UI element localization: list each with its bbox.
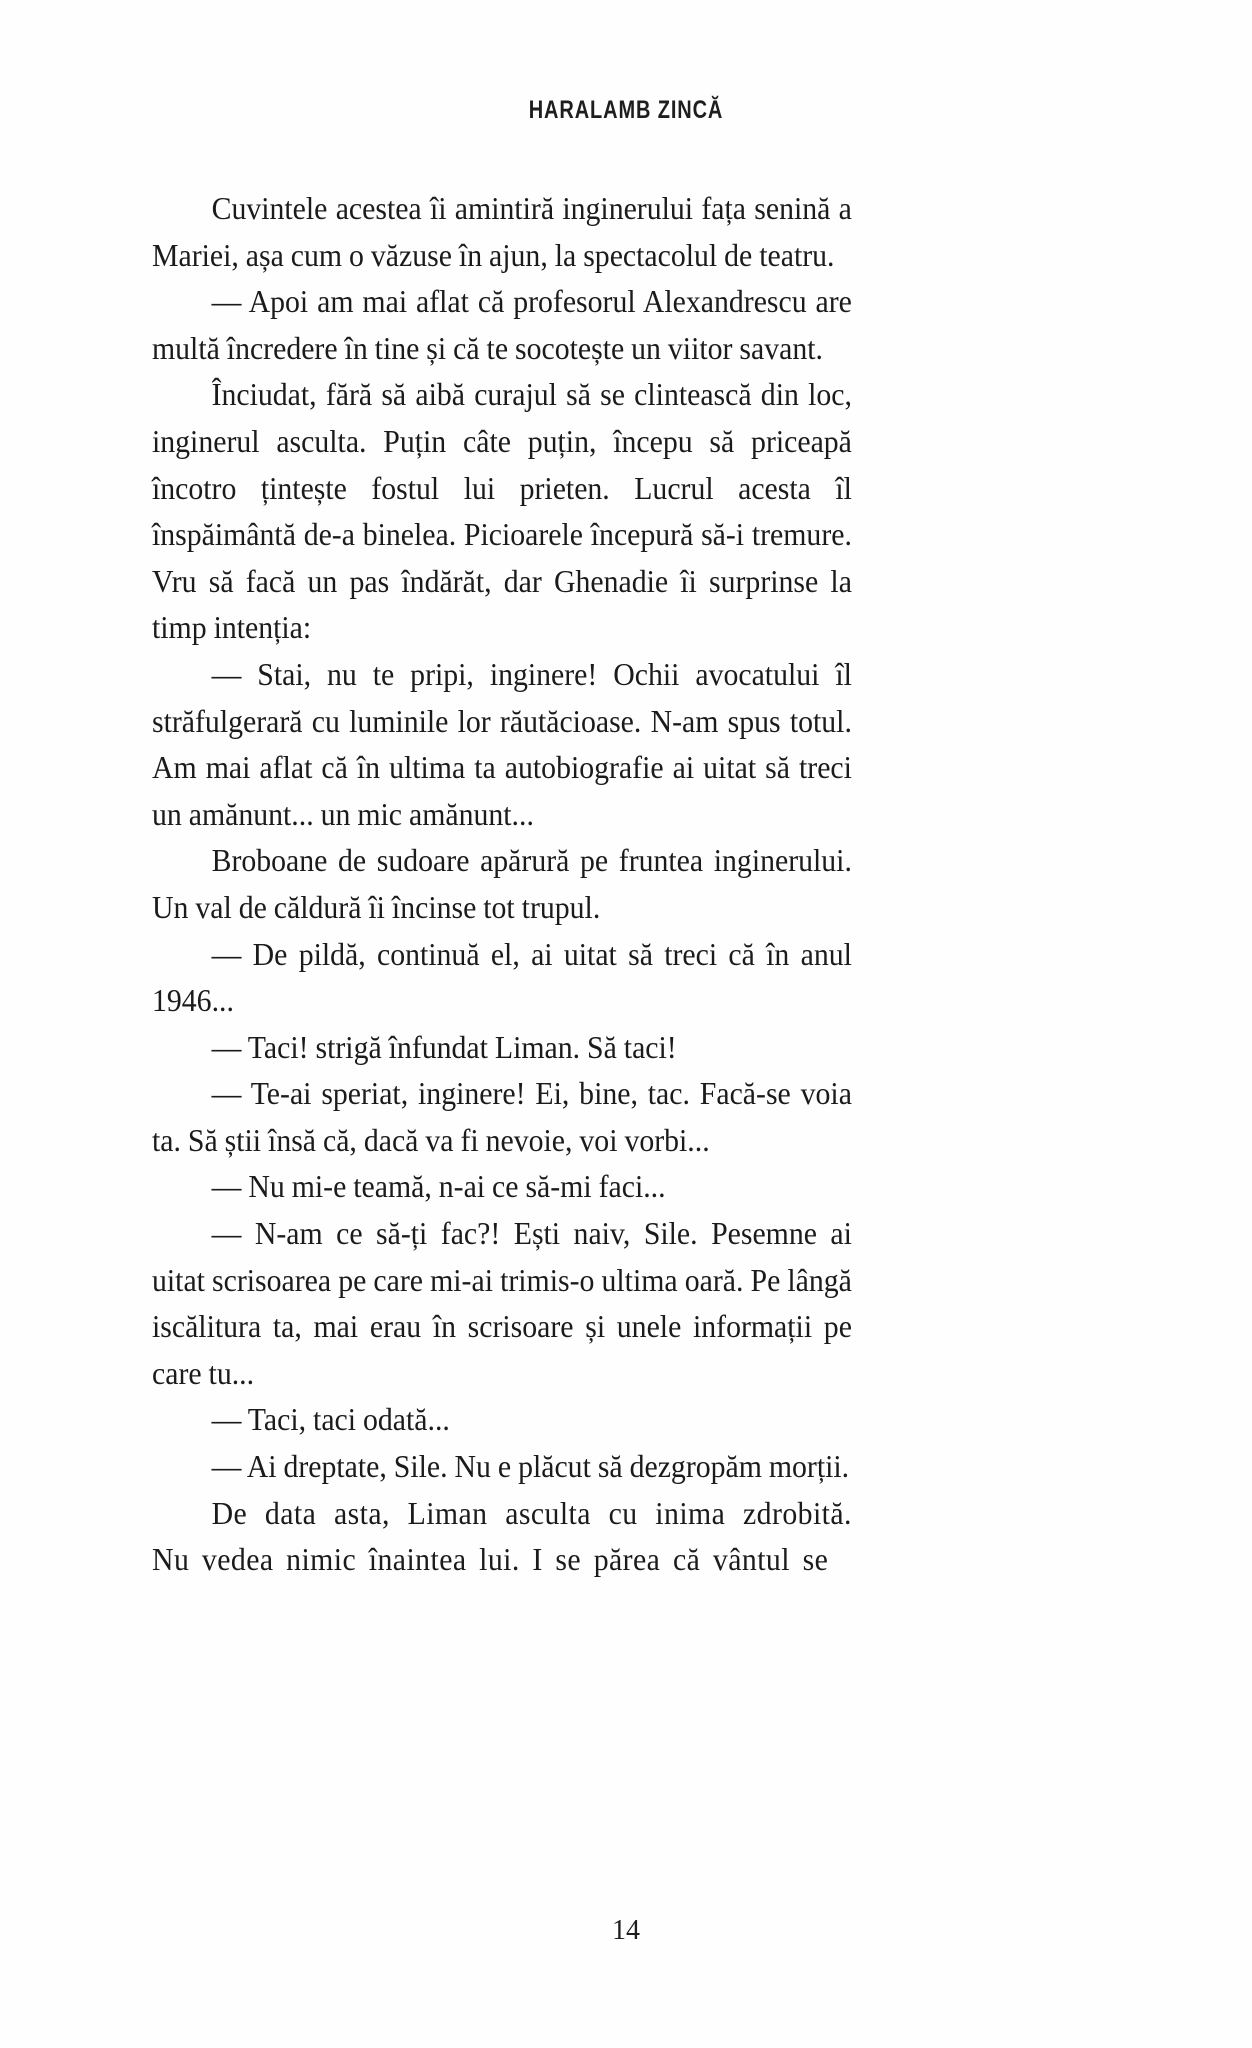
- paragraph: — N-am ce să-ți fac?! Ești naiv, Sile. Pesemne ai uitat scrisoarea pe care mi-ai trimis-o ultima oară. Pe lângă iscălitura ta, mai erau în scrisoare și unele informații pe care tu...: [152, 1216, 852, 1391]
- paragraph: Înciudat, fără să aibă curajul să se clintească din loc, inginerul asculta. Puțin câte puțin, începu să priceapă încotro țintește fostul lui prieten. Lucrul acesta îl înspăimântă de-a binelea. Picioarele începură să-i tremure. Vru să facă un pas îndărăt, dar Ghenadie îi surprinse la timp intenția:: [152, 377, 852, 646]
- paragraph: — Te-ai speriat, inginere! Ei, bine, tac. Facă-se voia ta. Să știi însă că, dacă va fi nevoie, voi vorbi...: [152, 1076, 852, 1158]
- paragraph: Cuvintele acestea îi amintiră inginerului fața senină a Mariei, așa cum o văzuse în ajun, la spectacolul de teatru.: [152, 191, 852, 273]
- paragraph: — Taci, taci odată...: [211, 1402, 450, 1438]
- body-text-block: [152, 186, 852, 1584]
- paragraph: Broboane de sudoare apărură pe fruntea inginerului. Un val de căldură îi încinse tot trupul.: [152, 843, 852, 925]
- paragraph: — Stai, nu te pripi, inginere! Ochii avocatului îl străfulgerară cu luminile lor răutăcioase. N-am spus totul. Am mai aflat că în ultima ta autobiografie ai uitat să treci un amănunt... un mic amănunt...: [152, 656, 852, 832]
- paragraph: De data asta, Liman asculta cu inima zdrobită. Nu vedea nimic înaintea lui. I se părea că vântul se: [152, 1495, 852, 1578]
- paragraph: — Nu mi-e teamă, n-ai ce să-mi faci...: [211, 1169, 666, 1205]
- running-head: HARALAMB ZINCĂ: [528, 96, 724, 124]
- paragraph: — Ai dreptate, Sile. Nu e plăcut să dezgropăm morții.: [211, 1449, 850, 1485]
- paragraph: — De pildă, continuă el, ai uitat să treci că în anul 1946...: [152, 936, 852, 1019]
- paragraph: — Apoi am mai aflat că profesorul Alexandrescu are multă încredere în tine și că te socotește un viitor savant.: [152, 284, 852, 366]
- paragraph: — Taci! strigă înfundat Liman. Să taci!: [211, 1029, 677, 1065]
- page-number: 14: [612, 1915, 640, 1946]
